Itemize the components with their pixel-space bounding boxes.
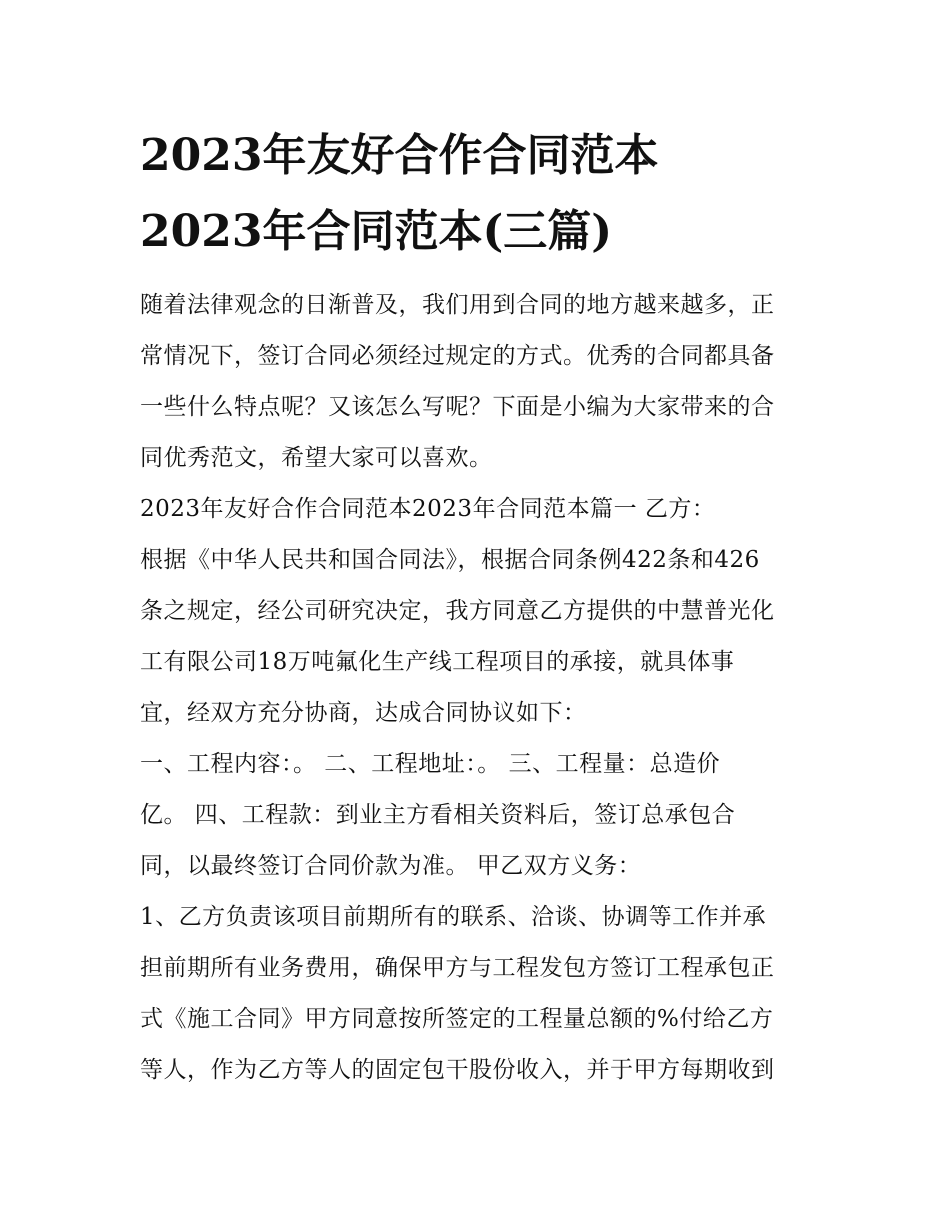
body-line: 条之规定，经公司研究决定，我方同意乙方提供的中慧普光化 bbox=[140, 598, 775, 624]
title-line-2: 2023年合同范本(三篇) bbox=[140, 206, 613, 257]
body-line: 亿。 四、工程款：到业主方看相关资料后，签订总承包合 bbox=[140, 802, 736, 828]
body-line: 工有限公司18万吨氟化生产线工程项目的承接，就具体事 bbox=[140, 649, 735, 675]
document-body bbox=[140, 280, 820, 1096]
body-line: 常情况下，签订合同必须经过规定的方式。优秀的合同都具备 bbox=[140, 343, 775, 369]
body-line: 宜，经双方充分协商，达成合同协议如下： bbox=[140, 700, 587, 726]
body-line: 等人，作为乙方等人的固定包干股份收入，并于甲方每期收到 bbox=[140, 1057, 775, 1083]
body-line: 一、工程内容：。 二、工程地址：。 三、工程量：总造价 bbox=[140, 751, 721, 777]
body-line: 1、乙方负责该项目前期所有的联系、洽谈、协调等工作并承 bbox=[140, 904, 767, 930]
body-line: 同，以最终签订合同价款为准。 甲乙双方义务： bbox=[140, 853, 642, 879]
body-line: 2023年友好合作合同范本2023年合同范本篇一 乙方： bbox=[140, 496, 716, 522]
body-line: 根据《中华人民共和国合同法》，根据合同条例422条和426 bbox=[140, 547, 760, 573]
body-line: 式《施工合同》甲方同意按所签定的工程量总额的%付给乙方 bbox=[140, 1006, 774, 1032]
body-line: 担前期所有业务费用，确保甲方与工程发包方签订工程承包正 bbox=[140, 955, 775, 981]
document-page bbox=[140, 118, 820, 1096]
body-line: 一些什么特点呢？又该怎么写呢？下面是小编为大家带来的合 bbox=[140, 394, 775, 420]
title-line-1: 2023年友好合作合同范本 bbox=[140, 130, 659, 181]
document-title bbox=[140, 118, 820, 270]
body-line: 同优秀范文，希望大家可以喜欢。 bbox=[140, 445, 493, 471]
body-line: 随着法律观念的日渐普及，我们用到合同的地方越来越多，正 bbox=[140, 292, 775, 318]
